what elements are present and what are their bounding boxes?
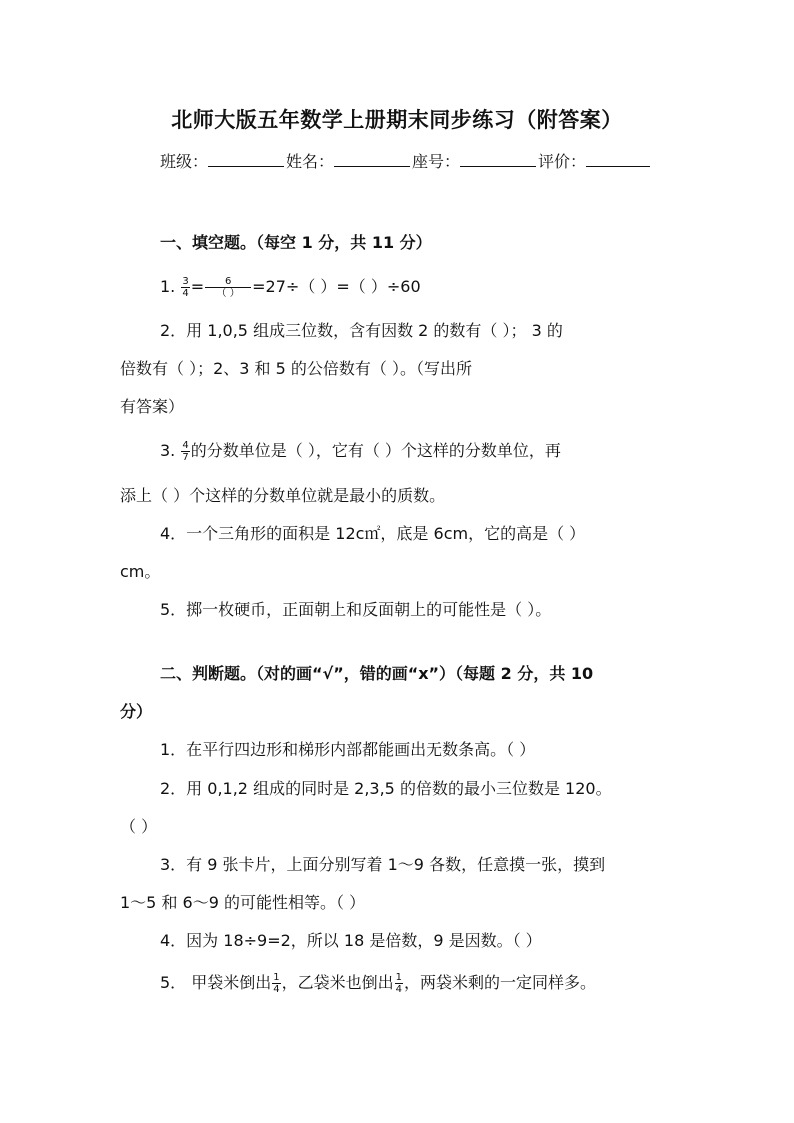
s1-question-3-line1: 3. $\frac{4}{7}$ 的分数单位是（ ），它有（ ）个这样的分数单位，再 bbox=[160, 440, 561, 463]
section1-heading: 一、填空题。（每空 1 分，共 11 分） bbox=[160, 233, 432, 252]
page-title: 北师大版五年数学上册期末同步练习（附答案） bbox=[171, 108, 623, 132]
s1-question-4-line2: cm。 bbox=[120, 562, 161, 581]
name-blank bbox=[334, 149, 410, 167]
s2-question-3-line2: 1～5 和 6～9 的可能性相等。（ ） bbox=[120, 893, 366, 912]
student-info-row bbox=[160, 149, 652, 172]
fraction-1-4-b: $\frac{1}{4}$ bbox=[395, 972, 403, 995]
fraction-1-4-a: $\frac{1}{4}$ bbox=[273, 972, 280, 995]
s1-question-2-line1: 2．用 1,0,5 组成三位数，含有因数 2 的数有（ ）； 3 的 bbox=[160, 321, 563, 340]
s2-question-3-line1: 3．有 9 张卡片，上面分别写着 1～9 各数，任意摸一张，摸到 bbox=[160, 855, 606, 874]
s2-question-2-line2: （ ） bbox=[120, 817, 158, 836]
class-blank bbox=[208, 149, 284, 167]
s1-question-1: 1. $\frac{3}{4}$ = $\frac{6}{( )}$ =27÷（ ）=（ ）÷60 bbox=[160, 276, 421, 299]
section2-heading-line2: 分） bbox=[120, 702, 153, 721]
eval-label: 评价： bbox=[538, 152, 587, 171]
s1-question-3-line2: 添上（ ）个这样的分数单位就是最小的质数。 bbox=[120, 486, 446, 505]
seat-label: 座号： bbox=[412, 152, 461, 171]
s1-question-4-line1: 4．一个三角形的面积是 12c㎡，底是 6cm，它的高是（ ） bbox=[160, 524, 586, 543]
fraction-3-4: $\frac{3}{4}$ bbox=[182, 276, 189, 299]
s1-question-2-line2: 倍数有（ ）；2、3 和 5 的公倍数有（ ）。（写出所 bbox=[120, 359, 472, 378]
s2-question-5: 5． 甲袋米倒出 $\frac{1}{4}$ ，乙袋米也倒出 $\frac{1}{4}$ ，两袋米剩的一定同样多。 bbox=[160, 972, 597, 995]
s1-question-5: 5．掷一枚硬币，正面朝上和反面朝上的可能性是（ ）。 bbox=[160, 600, 552, 619]
seat-blank bbox=[460, 149, 536, 167]
fraction-6-blank: $\frac{6}{( )}$ bbox=[205, 276, 251, 299]
s2-question-2-line1: 2．用 0,1,2 组成的同时是 2,3,5 的倍数的最小三位数是 120。 bbox=[160, 779, 612, 798]
s2-question-1: 1．在平行四边形和梯形内部都能画出无数条高。（ ） bbox=[160, 740, 536, 759]
section2-heading-line1: 二、判断题。（对的画“√”，错的画“x”）（每题 2 分，共 10 bbox=[160, 664, 594, 683]
eval-blank bbox=[586, 149, 650, 167]
fraction-4-7: $\frac{4}{7}$ bbox=[182, 440, 189, 463]
s1-question-2-line3: 有答案） bbox=[120, 397, 185, 416]
name-label: 姓名： bbox=[286, 152, 335, 171]
class-label: 班级： bbox=[160, 152, 209, 171]
s2-question-4: 4．因为 18÷9=2，所以 18 是倍数，9 是因数。（ ） bbox=[160, 931, 542, 950]
